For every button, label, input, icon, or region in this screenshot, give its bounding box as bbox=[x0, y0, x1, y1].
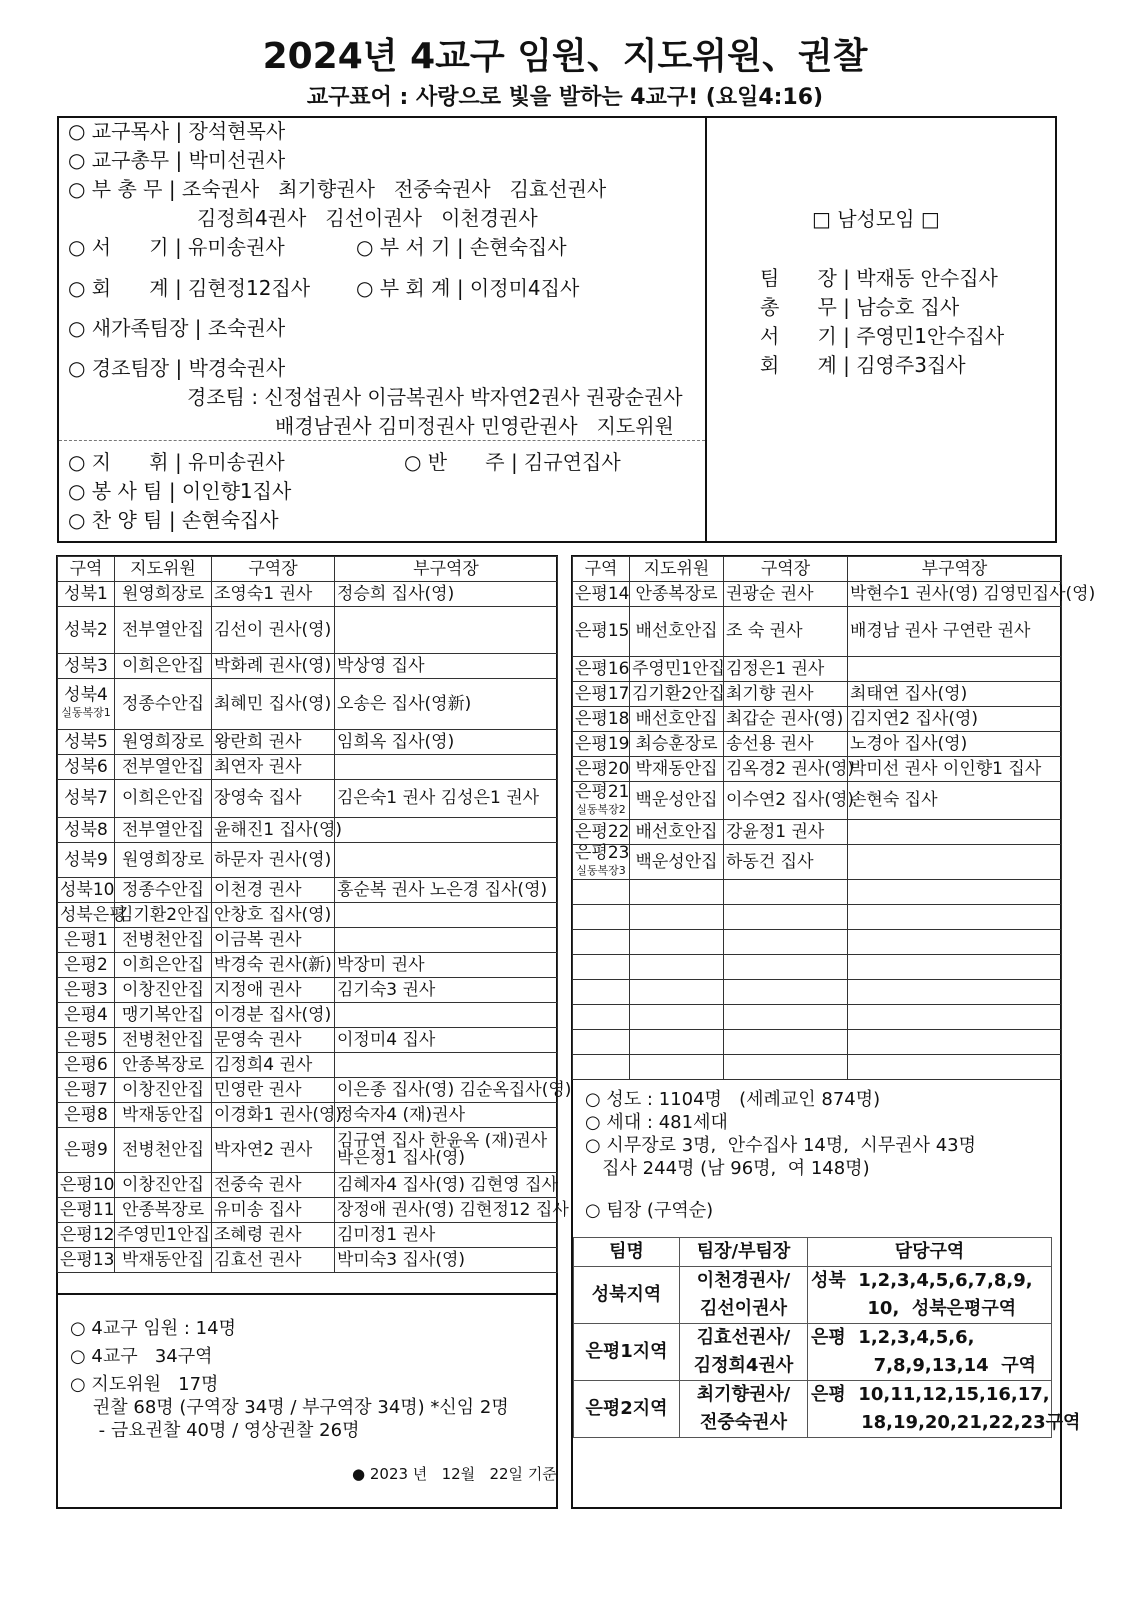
district-cell: 은평12 bbox=[58, 1223, 115, 1248]
team-leader-2: 김선이권사 bbox=[700, 1298, 787, 1319]
officers-dashed-separator bbox=[59, 440, 705, 441]
advisor-cell: 이창진안집 bbox=[115, 978, 212, 1003]
district-note: 실동복장1 bbox=[61, 706, 111, 719]
empty-cell bbox=[724, 880, 848, 905]
officer-line: 김정희4권사 김선이권사 이천경권사 bbox=[197, 206, 538, 230]
empty-cell bbox=[630, 980, 724, 1005]
table-row-empty bbox=[573, 1055, 1062, 1080]
subleader-cell: 손현숙 집사 bbox=[848, 782, 1062, 820]
leader-cell: 유미송 집사 bbox=[212, 1198, 335, 1223]
table-row bbox=[58, 928, 558, 953]
district-cell: 은평13 bbox=[58, 1248, 115, 1273]
team-leader-2: 김정희4권사 bbox=[693, 1355, 794, 1376]
table-row bbox=[573, 845, 1062, 880]
table-row bbox=[58, 1003, 558, 1028]
advisor-cell: 백운성안집 bbox=[630, 782, 724, 820]
subleader-cell: 김혜자4 집사(영) 김현영 집사 bbox=[335, 1173, 558, 1198]
leader-cell: 최기향 권사 bbox=[724, 682, 848, 707]
col-header-advisor: 지도위원 bbox=[630, 557, 724, 582]
advisor-cell: 전부열안집 bbox=[115, 607, 212, 654]
table-row bbox=[573, 757, 1062, 782]
leader-cell: 이금복 권사 bbox=[212, 928, 335, 953]
table-row bbox=[573, 607, 1062, 657]
empty-cell bbox=[848, 905, 1062, 930]
officer-line: ○ 서 기 | 유미송권사 bbox=[68, 235, 285, 259]
subleader-cell bbox=[848, 657, 1062, 682]
officer-line: ○ 찬 양 팀 | 손현숙집사 bbox=[68, 508, 279, 532]
advisor-cell: 이창진안집 bbox=[115, 1173, 212, 1198]
subleader-cell bbox=[335, 818, 558, 843]
table-row bbox=[58, 978, 558, 1003]
leader-cell: 문영숙 권사 bbox=[212, 1028, 335, 1053]
district-cell: 성북10 bbox=[58, 878, 115, 903]
advisor-cell: 박재동안집 bbox=[630, 757, 724, 782]
stats-line: ○ 팀장 (구역순) bbox=[585, 1200, 714, 1221]
leader-cell: 민영란 권사 bbox=[212, 1078, 335, 1103]
stats-line: ○ 성도 : 1104명 (세례교인 874명) bbox=[585, 1089, 881, 1110]
officer-line: ○ 경조팀장 | 박경숙권사 bbox=[68, 356, 286, 380]
advisor-cell: 전병천안집 bbox=[115, 1028, 212, 1053]
officer-line: ○ 봉 사 팀 | 이인향1집사 bbox=[68, 479, 292, 503]
subleader-cell: 노경아 집사(영) bbox=[848, 732, 1062, 757]
subleader-cell: 박미숙3 집사(영) bbox=[335, 1248, 558, 1273]
table-row bbox=[58, 878, 558, 903]
leader-cell: 김효선 권사 bbox=[212, 1248, 335, 1273]
advisor-cell: 전병천안집 bbox=[115, 928, 212, 953]
leader-cell: 안창호 집사(영) bbox=[212, 903, 335, 928]
subleader-cell: 배경남 권사 구연란 권사 bbox=[848, 607, 1062, 657]
empty-cell bbox=[630, 1005, 724, 1030]
table-row bbox=[573, 657, 1062, 682]
team-area-line: 은평 1,2,3,4,5,6, bbox=[811, 1327, 975, 1348]
team-area-line: 성북 1,2,3,4,5,6,7,8,9, bbox=[811, 1270, 1033, 1291]
table-row bbox=[573, 820, 1062, 845]
table-row bbox=[58, 903, 558, 928]
mens-heading: □ 남성모임 □ bbox=[812, 207, 940, 231]
subleader-cell: 정승희 집사(영) bbox=[335, 582, 558, 607]
table-row bbox=[573, 782, 1062, 820]
subleader-cell: 박미선 권사 이인향1 집사 bbox=[848, 757, 1062, 782]
advisor-cell: 맹기복안집 bbox=[115, 1003, 212, 1028]
summary-line: 권찰 68명 (구역장 34명 / 부구역장 34명) *신임 2명 bbox=[70, 1397, 509, 1418]
subleader-cell: 김미정1 권사 bbox=[335, 1223, 558, 1248]
team-leaders bbox=[680, 1267, 808, 1324]
subleader-cell: 박현수1 권사(영) 김영민집사(영) bbox=[848, 582, 1062, 607]
district-cell: 은평16 bbox=[573, 657, 630, 682]
advisor-cell: 배선호안집 bbox=[630, 607, 724, 657]
mens-divider bbox=[705, 116, 707, 543]
table-row bbox=[573, 582, 1062, 607]
team-area-line: 은평 10,11,12,15,16,17, bbox=[811, 1384, 1050, 1405]
subleader-cell: 김기숙3 권사 bbox=[335, 978, 558, 1003]
district-cell: 성북5 bbox=[58, 730, 115, 755]
team-leader-1: 이천경권사/ bbox=[696, 1270, 791, 1291]
right-district-table bbox=[572, 556, 1096, 1080]
district-cell: 은평18 bbox=[573, 707, 630, 732]
summary-line: - 금요권찰 40명 / 영상권찰 26명 bbox=[70, 1420, 360, 1441]
advisor-cell: 전부열안집 bbox=[115, 755, 212, 780]
team-area-line: 10, 성북은평구역 bbox=[811, 1298, 1017, 1319]
table-row-empty bbox=[573, 1005, 1062, 1030]
leader-cell: 이경분 집사(영) bbox=[212, 1003, 335, 1028]
advisor-cell: 전부열안집 bbox=[115, 818, 212, 843]
empty-cell bbox=[724, 955, 848, 980]
table-row bbox=[58, 843, 558, 878]
team-name: 성북지역 bbox=[574, 1267, 680, 1324]
table-row bbox=[573, 682, 1062, 707]
table-row bbox=[58, 607, 558, 654]
left-district-table bbox=[57, 556, 572, 1273]
officer-line: ○ 부 총 무 | 조숙권사 최기향권사 전중숙권사 김효선권사 bbox=[68, 177, 607, 201]
table-row bbox=[58, 780, 558, 818]
advisor-cell: 정종수안집 bbox=[115, 878, 212, 903]
advisor-cell: 원영희장로 bbox=[115, 730, 212, 755]
col-header-subleader: 부구역장 bbox=[848, 557, 1062, 582]
leader-cell: 송선용 권사 bbox=[724, 732, 848, 757]
subleader-cell: 임희옥 집사(영) bbox=[335, 730, 558, 755]
leader-cell: 김옥경2 권사(영) bbox=[724, 757, 848, 782]
table-row bbox=[573, 732, 1062, 757]
subleader-cell: 박장미 권사 bbox=[335, 953, 558, 978]
district-cell: 은평10 bbox=[58, 1173, 115, 1198]
officer-line: ○ 반 주 | 김규연집사 bbox=[404, 450, 621, 474]
district-cell: 은평14 bbox=[573, 582, 630, 607]
advisor-cell: 박재동안집 bbox=[115, 1103, 212, 1128]
empty-cell bbox=[848, 980, 1062, 1005]
officer-line: ○ 회 계 | 김현정12집사 bbox=[68, 276, 311, 300]
col-header-subleader: 부구역장 bbox=[335, 557, 558, 582]
mens-line: 팀 장 | 박재동 안수집사 bbox=[760, 266, 998, 290]
leader-cell: 장영숙 집사 bbox=[212, 780, 335, 818]
empty-cell bbox=[630, 1030, 724, 1055]
table-row bbox=[58, 1223, 558, 1248]
leader-cell: 하문자 권사(영) bbox=[212, 843, 335, 878]
advisor-cell: 원영희장로 bbox=[115, 582, 212, 607]
advisor-cell: 이희은안집 bbox=[115, 780, 212, 818]
col-header-advisor: 지도위원 bbox=[115, 557, 212, 582]
district-note: 실동복장3 bbox=[576, 864, 626, 877]
advisor-cell: 이창진안집 bbox=[115, 1078, 212, 1103]
advisor-cell: 이희은안집 bbox=[115, 654, 212, 679]
team-area bbox=[808, 1324, 1052, 1381]
district-cell: 은평19 bbox=[573, 732, 630, 757]
officer-line: ○ 부 서 기 | 손현숙집사 bbox=[356, 235, 567, 259]
district-cell: 은평4 bbox=[58, 1003, 115, 1028]
team-row bbox=[574, 1324, 1052, 1381]
district-cell: 은평15 bbox=[573, 607, 630, 657]
table-row bbox=[58, 1248, 558, 1273]
empty-cell bbox=[724, 1005, 848, 1030]
advisor-cell: 주영민1안집 bbox=[630, 657, 724, 682]
officer-line: ○ 교구총무 | 박미선권사 bbox=[68, 148, 286, 172]
leader-cell: 최혜민 집사(영) bbox=[212, 679, 335, 730]
subleader-cell bbox=[335, 607, 558, 654]
leader-cell: 김정은1 권사 bbox=[724, 657, 848, 682]
empty-cell bbox=[573, 1005, 630, 1030]
empty-cell bbox=[848, 1030, 1062, 1055]
empty-cell bbox=[724, 930, 848, 955]
subleader-cell: 최태연 집사(영) bbox=[848, 682, 1062, 707]
empty-cell bbox=[724, 905, 848, 930]
empty-cell bbox=[630, 955, 724, 980]
subleader-cell: 정숙자4 (재)권사 bbox=[335, 1103, 558, 1128]
table-row bbox=[58, 818, 558, 843]
table-row bbox=[58, 1078, 558, 1103]
table-row bbox=[58, 953, 558, 978]
advisor-cell: 배선호안집 bbox=[630, 707, 724, 732]
team-row bbox=[574, 1381, 1052, 1438]
advisor-cell: 안종복장로 bbox=[630, 582, 724, 607]
empty-cell bbox=[848, 880, 1062, 905]
advisor-cell: 최승훈장로 bbox=[630, 732, 724, 757]
advisor-cell: 백운성안집 bbox=[630, 845, 724, 880]
district-cell: 성북4 실동복장1 bbox=[58, 679, 115, 730]
officer-line: ○ 지 휘 | 유미송권사 bbox=[68, 450, 285, 474]
empty-cell bbox=[573, 1030, 630, 1055]
subleader-cell: 김지연2 집사(영) bbox=[848, 707, 1062, 732]
col-header-district: 구역 bbox=[573, 557, 630, 582]
district-cell: 은평7 bbox=[58, 1078, 115, 1103]
leader-cell: 최연자 권사 bbox=[212, 755, 335, 780]
summary-line: ○ 4교구 34구역 bbox=[70, 1346, 213, 1367]
table-row bbox=[58, 679, 558, 730]
team-leader-2: 전중숙권사 bbox=[700, 1412, 787, 1433]
table-row bbox=[58, 1053, 558, 1078]
table-row-empty bbox=[573, 980, 1062, 1005]
col-header-leader: 구역장 bbox=[724, 557, 848, 582]
subleader-cell: 김은숙1 권사 김성은1 권사 bbox=[335, 780, 558, 818]
empty-cell bbox=[573, 930, 630, 955]
district-cell: 은평23 실동복장3 bbox=[573, 845, 630, 880]
subleader-cell: 이정미4 집사 bbox=[335, 1028, 558, 1053]
leader-cell: 이천경 권사 bbox=[212, 878, 335, 903]
team-area bbox=[808, 1381, 1081, 1438]
leader-cell: 하동건 집사 bbox=[724, 845, 848, 880]
empty-cell bbox=[630, 930, 724, 955]
district-cell: 성북은평 bbox=[58, 903, 115, 928]
empty-cell bbox=[848, 955, 1062, 980]
empty-cell bbox=[724, 980, 848, 1005]
team-leaders bbox=[680, 1381, 808, 1438]
table-row-empty bbox=[573, 930, 1062, 955]
officer-line: ○ 부 회 계 | 이정미4집사 bbox=[356, 276, 580, 300]
subleader-cell bbox=[335, 843, 558, 878]
team-leader-1: 김효선권사/ bbox=[696, 1327, 791, 1348]
subleader-cell bbox=[848, 845, 1062, 880]
advisor-cell: 이희은안집 bbox=[115, 953, 212, 978]
subleader-cell bbox=[848, 820, 1062, 845]
table-row-empty bbox=[573, 955, 1062, 980]
district-cell: 은평8 bbox=[58, 1103, 115, 1128]
team-row bbox=[574, 1267, 1052, 1324]
stats-line: 집사 244명 (남 96명, 여 148명) bbox=[585, 1158, 870, 1179]
table-row bbox=[58, 755, 558, 780]
empty-cell bbox=[630, 880, 724, 905]
team-header-leader: 팀장/부팀장 bbox=[680, 1238, 808, 1267]
leader-cell: 김정희4 권사 bbox=[212, 1053, 335, 1078]
advisor-cell: 김기환2안집 bbox=[115, 903, 212, 928]
subleader-cell bbox=[335, 1053, 558, 1078]
empty-cell bbox=[848, 1005, 1062, 1030]
leader-cell: 조영숙1 권사 bbox=[212, 582, 335, 607]
subleader-cell: 홍순복 권사 노은경 집사(영) bbox=[335, 878, 558, 903]
table-row bbox=[58, 1028, 558, 1053]
subleader-cell bbox=[335, 928, 558, 953]
district-cell: 은평21 실동복장2 bbox=[573, 782, 630, 820]
table-row-empty bbox=[573, 880, 1062, 905]
leader-cell: 최갑순 권사(영) bbox=[724, 707, 848, 732]
district-cell: 은평20 bbox=[573, 757, 630, 782]
leader-cell: 이수연2 집사(영) bbox=[724, 782, 848, 820]
stats-line: ○ 세대 : 481세대 bbox=[585, 1112, 728, 1133]
district-cell: 성북1 bbox=[58, 582, 115, 607]
mens-line: 총 무 | 남승호 집사 bbox=[760, 295, 960, 319]
mens-line: 서 기 | 주영민1안수집사 bbox=[760, 324, 1005, 348]
subleader-cell bbox=[335, 903, 558, 928]
leader-cell: 전중숙 권사 bbox=[212, 1173, 335, 1198]
empty-cell bbox=[573, 880, 630, 905]
advisor-cell: 배선호안집 bbox=[630, 820, 724, 845]
advisor-cell: 정종수안집 bbox=[115, 679, 212, 730]
table-row bbox=[58, 582, 558, 607]
empty-cell bbox=[573, 980, 630, 1005]
district-cell: 은평17 bbox=[573, 682, 630, 707]
subleader-cell: 장정애 권사(영) 김현정12 집사 bbox=[335, 1198, 558, 1223]
officer-line: ○ 새가족팀장 | 조숙권사 bbox=[68, 316, 286, 340]
empty-cell bbox=[573, 1055, 630, 1080]
district-cell: 은평22 bbox=[573, 820, 630, 845]
team-leader-1: 최기향권사/ bbox=[696, 1384, 791, 1405]
empty-cell bbox=[630, 905, 724, 930]
leader-cell: 권광순 권사 bbox=[724, 582, 848, 607]
advisor-cell: 박재동안집 bbox=[115, 1248, 212, 1273]
empty-cell bbox=[573, 905, 630, 930]
district-cell: 성북9 bbox=[58, 843, 115, 878]
team-area bbox=[808, 1267, 1052, 1324]
advisor-cell: 안종복장로 bbox=[115, 1198, 212, 1223]
leader-cell: 윤해진1 집사(영) bbox=[212, 818, 335, 843]
district-cell: 은평9 bbox=[58, 1128, 115, 1173]
leader-cell: 이경화1 권사(영) bbox=[212, 1103, 335, 1128]
district-cell: 은평1 bbox=[58, 928, 115, 953]
district-cell: 은평5 bbox=[58, 1028, 115, 1053]
team-name: 은평2지역 bbox=[574, 1381, 680, 1438]
officer-line: ○ 교구목사 | 장석현목사 bbox=[68, 119, 286, 143]
team-leaders bbox=[680, 1324, 808, 1381]
advisor-cell: 전병천안집 bbox=[115, 1128, 212, 1173]
subleader-cell: 이은종 집사(영) 김순옥집사(영) bbox=[335, 1078, 558, 1103]
subleader-cell: 김규연 집사 한윤옥 (재)권사 박은정1 집사(영) bbox=[335, 1128, 558, 1173]
district-cell: 성북7 bbox=[58, 780, 115, 818]
advisor-cell: 원영희장로 bbox=[115, 843, 212, 878]
leader-cell: 박경숙 권사(新) bbox=[212, 953, 335, 978]
officer-line: 경조팀 : 신정섭권사 이금복권사 박자연2권사 권광순권사 bbox=[187, 385, 683, 409]
district-cell: 은평2 bbox=[58, 953, 115, 978]
summary-line: ○ 지도위원 17명 bbox=[70, 1374, 219, 1395]
summary-date: ● 2023 년 12월 22일 기준 bbox=[352, 1465, 557, 1483]
leader-cell: 박자연2 권사 bbox=[212, 1128, 335, 1173]
district-note: 실동복장2 bbox=[576, 802, 626, 816]
leader-cell: 강윤정1 권사 bbox=[724, 820, 848, 845]
stats-line: ○ 시무장로 3명, 안수집사 14명, 시무권사 43명 bbox=[585, 1135, 977, 1156]
team-area-line: 18,19,20,21,22,23구역 bbox=[811, 1412, 1081, 1433]
subleader-cell: 오송은 집사(영新) bbox=[335, 679, 558, 730]
leader-cell: 김선이 권사(영) bbox=[212, 607, 335, 654]
advisor-cell: 김기환2안집 bbox=[630, 682, 724, 707]
table-row bbox=[58, 654, 558, 679]
table-row bbox=[58, 1128, 558, 1173]
team-header-area: 담당구역 bbox=[808, 1238, 1052, 1267]
district-cell: 성북6 bbox=[58, 755, 115, 780]
district-motto: 교구표어 : 사랑으로 빛을 발하는 4교구! (요일4:16) bbox=[306, 85, 824, 110]
table-row bbox=[58, 1103, 558, 1128]
empty-cell bbox=[724, 1030, 848, 1055]
summary-line: ○ 4교구 임원 : 14명 bbox=[70, 1318, 236, 1339]
advisor-cell: 주영민1안집 bbox=[115, 1223, 212, 1248]
leader-cell: 왕란희 권사 bbox=[212, 730, 335, 755]
team-table bbox=[573, 1237, 1081, 1438]
table-row-empty bbox=[573, 1030, 1062, 1055]
col-header-district: 구역 bbox=[58, 557, 115, 582]
leader-cell: 조혜령 권사 bbox=[212, 1223, 335, 1248]
team-name: 은평1지역 bbox=[574, 1324, 680, 1381]
team-header-name: 팀명 bbox=[574, 1238, 680, 1267]
page-title: 2024년 4교구 임원、지도위원、권찰 bbox=[262, 36, 868, 77]
table-row bbox=[58, 1198, 558, 1223]
table-row bbox=[58, 730, 558, 755]
advisor-cell: 안종복장로 bbox=[115, 1053, 212, 1078]
leader-cell: 박화례 권사(영) bbox=[212, 654, 335, 679]
district-cell: 성북3 bbox=[58, 654, 115, 679]
district-cell: 성북2 bbox=[58, 607, 115, 654]
subleader-cell: 박상영 집사 bbox=[335, 654, 558, 679]
district-cell: 은평11 bbox=[58, 1198, 115, 1223]
leader-cell: 지정애 권사 bbox=[212, 978, 335, 1003]
empty-cell bbox=[848, 930, 1062, 955]
district-cell: 은평3 bbox=[58, 978, 115, 1003]
empty-cell bbox=[630, 1055, 724, 1080]
col-header-leader: 구역장 bbox=[212, 557, 335, 582]
empty-cell bbox=[848, 1055, 1062, 1080]
leader-cell: 조 숙 권사 bbox=[724, 607, 848, 657]
table-row-empty bbox=[573, 905, 1062, 930]
subleader-cell bbox=[335, 1003, 558, 1028]
table-row bbox=[58, 1173, 558, 1198]
summary-top-border bbox=[56, 1293, 558, 1295]
subleader-cell bbox=[335, 755, 558, 780]
empty-cell bbox=[724, 1055, 848, 1080]
district-cell: 은평6 bbox=[58, 1053, 115, 1078]
officer-line: 배경남권사 김미정권사 민영란권사 지도위원 bbox=[275, 414, 674, 438]
district-cell: 성북8 bbox=[58, 818, 115, 843]
mens-line: 회 계 | 김영주3집사 bbox=[760, 353, 966, 377]
team-area-line: 7,8,9,13,14 구역 bbox=[811, 1355, 1036, 1376]
table-row bbox=[573, 707, 1062, 732]
empty-cell bbox=[573, 955, 630, 980]
